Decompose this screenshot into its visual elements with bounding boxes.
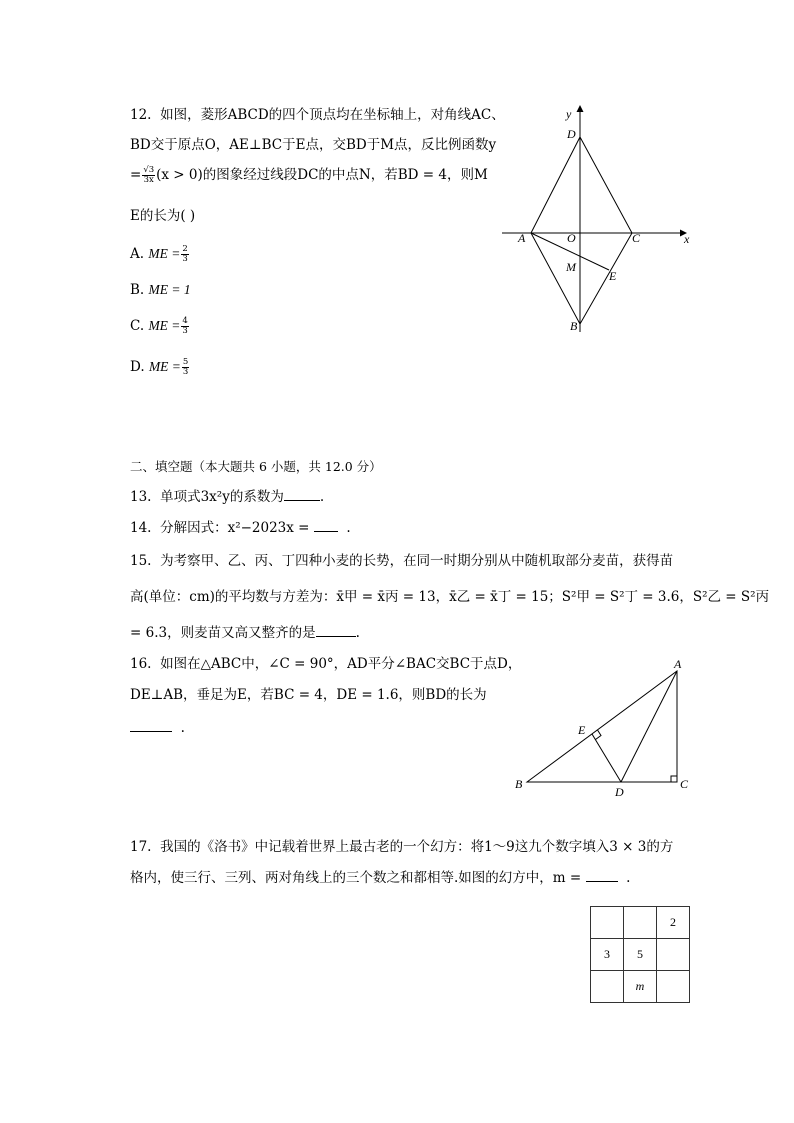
q15-end: . xyxy=(355,625,360,641)
q12-option-c[interactable] xyxy=(130,317,190,336)
label-m: M xyxy=(566,260,576,274)
option-b-lhs: ME = 1 xyxy=(148,282,191,297)
q15-text-line1: 为考察甲、乙、丙、丁四种小麦的长势，在同一时期分别从中随机取部分麦苗，获得苗 xyxy=(160,553,674,569)
label-d: D xyxy=(567,127,576,141)
q12-text-line1: 如图，菱形ABCD的四个顶点均在坐标轴上，对角线AC、 xyxy=(160,107,505,123)
label-c: C xyxy=(632,231,641,245)
q12-equals: = xyxy=(130,167,142,183)
option-a-lhs: ME = xyxy=(148,246,181,261)
right-angle-mark-c xyxy=(671,776,677,782)
q15-line3 xyxy=(130,624,360,642)
label-e: E xyxy=(578,723,586,737)
q16-line3 xyxy=(130,719,185,737)
q13-end: . xyxy=(319,489,325,505)
option-c-lhs: ME = xyxy=(148,318,181,333)
grid-cell xyxy=(657,971,690,1003)
label-a: A xyxy=(674,657,682,671)
option-d-den: 3 xyxy=(182,367,189,377)
q17-answer-blank[interactable] xyxy=(586,869,618,882)
grid-cell-m: m xyxy=(624,971,657,1003)
q16-number: 16. xyxy=(130,656,152,672)
section2-title: 二、填空题（本大题共 6 小题，共 12.0 分） xyxy=(130,459,382,474)
q15-line1 xyxy=(130,552,673,570)
q16-text-line1: 如图在△ABC中，∠C = 90°，AD平分∠BAC交BC于点D， xyxy=(160,656,522,672)
q17-text-line2: 格内，使三行、三列、两对角线上的三个数之和都相等.如图的幻方中，m = xyxy=(130,870,586,886)
q12-fraction-den: 3x xyxy=(143,175,154,185)
grid-cell xyxy=(624,907,657,939)
q12-line3 xyxy=(130,166,488,185)
q17-number: 17. xyxy=(130,839,152,855)
q14-number: 14. xyxy=(130,520,152,536)
q12-function-fraction xyxy=(142,166,155,185)
q12-line1 xyxy=(130,106,505,124)
label-b: B xyxy=(570,319,578,333)
q16-text-line2: DE⊥AB，垂足为E，若BC = 4，DE = 1.6，则BD的长为 xyxy=(130,687,487,703)
q12-rhombus-figure xyxy=(496,100,696,340)
q12-option-a[interactable] xyxy=(130,245,190,264)
q13 xyxy=(130,488,324,506)
option-c-num: 4 xyxy=(182,316,188,326)
q14-text: 分解因式：x²−2023x = xyxy=(160,520,314,536)
option-a-num: 2 xyxy=(182,244,188,254)
triangle-abc xyxy=(527,671,677,782)
q15-answer-blank[interactable] xyxy=(316,624,356,637)
magic-square-grid xyxy=(590,906,690,1003)
label-y: y xyxy=(566,107,572,121)
q12-fraction-num: √3 xyxy=(143,165,155,175)
option-c-den: 3 xyxy=(182,326,188,336)
grid-cell: 5 xyxy=(624,939,657,971)
label-b: B xyxy=(515,777,523,791)
grid-cell: 2 xyxy=(657,907,690,939)
q12-text-line3: (x > 0)的图象经过线段DC的中点N，若BD = 4，则M xyxy=(156,167,488,183)
option-d-num: 5 xyxy=(182,357,189,367)
q12-text-line2: BD交于原点O，AE⊥BC于E点，交BD于M点，反比例函数y xyxy=(130,137,497,153)
label-o: O xyxy=(567,231,576,245)
grid-cell: 3 xyxy=(591,939,624,971)
right-angle-mark-e xyxy=(596,730,602,740)
option-c-label: C. xyxy=(130,318,145,334)
q14 xyxy=(130,519,351,537)
option-d-label: D. xyxy=(130,359,145,375)
q17-line1 xyxy=(130,838,673,856)
q17-line2 xyxy=(130,869,630,887)
q15-text-line2: 高(单位：cm)的平均数与方差为：x̄甲 = x̄丙 = 13，x̄乙 = x̄丁 = 15；S²甲 = S²丁 = 3.6，S²乙 = S²丙 xyxy=(130,589,770,605)
q17-end: . xyxy=(626,870,631,886)
q17-text-line1: 我国的《洛书》中记载着世界上最古老的一个幻方：将1～9这九个数字填入3 × 3的方 xyxy=(160,839,674,855)
grid-cell xyxy=(591,907,624,939)
q14-answer-blank[interactable] xyxy=(314,519,338,532)
q16-answer-blank[interactable] xyxy=(130,719,172,732)
label-x: x xyxy=(684,232,690,246)
q16-end: . xyxy=(180,720,185,736)
q12-option-b[interactable] xyxy=(130,281,191,299)
grid-cell xyxy=(591,971,624,1003)
option-b-label: B. xyxy=(130,282,145,298)
segment-ad xyxy=(621,671,677,782)
label-e: E xyxy=(609,269,617,283)
grid-cell xyxy=(657,939,690,971)
q15-number: 15. xyxy=(130,553,152,569)
q14-end: . xyxy=(346,520,351,536)
q13-answer-blank[interactable] xyxy=(284,488,320,501)
segment-de xyxy=(592,734,621,782)
label-d: D xyxy=(615,785,624,799)
q12-number: 12. xyxy=(130,107,152,123)
q12-option-d[interactable] xyxy=(130,358,190,377)
q13-number: 13. xyxy=(130,489,152,505)
q16-triangle-figure xyxy=(506,654,702,804)
option-a-den: 3 xyxy=(182,254,188,264)
option-a-label: A. xyxy=(130,246,145,262)
rhombus-abcd xyxy=(531,137,632,324)
label-a: A xyxy=(518,231,526,245)
option-d-lhs: ME = xyxy=(148,359,181,374)
label-c: C xyxy=(680,777,689,791)
q16-line1 xyxy=(130,655,521,673)
q12-text-line4: E的长为( ) xyxy=(130,208,196,224)
q15-text-line3: = 6.3，则麦苗又高又整齐的是 xyxy=(130,625,316,641)
q13-text: 单项式3x²y的系数为 xyxy=(160,489,284,505)
